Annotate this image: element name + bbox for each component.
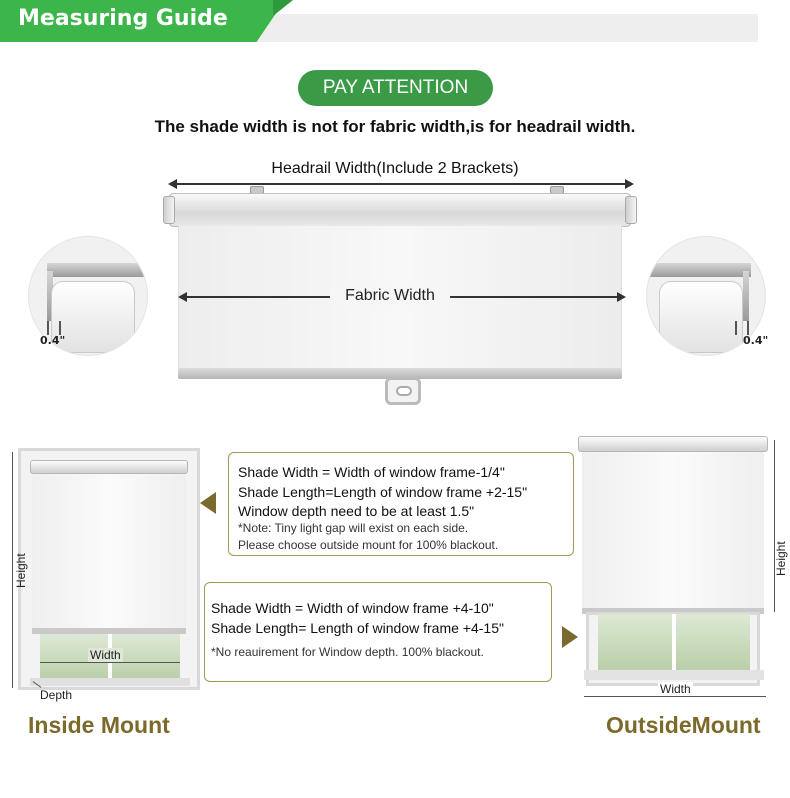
headrail-note: The shade width is not for fabric width,is for headrail width.: [154, 117, 636, 136]
inside-sill: [30, 678, 190, 686]
headrail-width-arrow: [176, 183, 626, 185]
pointer-left-icon: [200, 492, 216, 514]
end-cap-right: [625, 196, 637, 224]
inside-roller: [30, 460, 188, 474]
inside-line-1: Shade Width = Width of window frame-1/4": [238, 464, 505, 480]
outside-width-label: Width: [660, 682, 691, 696]
outside-sill: [584, 670, 764, 680]
headrail: [168, 193, 632, 227]
inside-note-2: Please choose outside mount for 100% blackout.: [238, 538, 499, 552]
right-gap-label: 0.4": [743, 334, 769, 347]
inside-note-1: *Note: Tiny light gap will exist on each side.: [238, 521, 469, 535]
inside-line-3: Window depth need to be at least 1.5": [238, 503, 475, 519]
inside-depth-label: Depth: [40, 688, 73, 702]
outside-line-2: Shade Length= Length of window frame +4-15": [211, 620, 504, 636]
inside-width-arrow: [40, 662, 180, 663]
pull-handle-hole: [396, 386, 412, 396]
outside-roller: [578, 436, 768, 452]
inside-mount-title: Inside Mount: [28, 712, 170, 738]
inside-height-label: Height: [14, 553, 28, 588]
headrail-width-label: Headrail Width(Include 2 Brackets): [271, 160, 519, 177]
inside-height-arrow: [12, 452, 13, 688]
outside-shade: [582, 452, 764, 610]
outside-line-1: Shade Width = Width of window frame +4-10": [211, 600, 494, 616]
pay-attention-badge: PAY ATTENTION: [298, 70, 493, 106]
inside-line-2: Shade Length=Length of window frame +2-15": [238, 484, 528, 500]
outside-mount-title: OutsideMount: [606, 712, 761, 738]
inside-shade: [32, 474, 186, 630]
outside-note-1: *No reauirement for Window depth. 100% blackout.: [211, 645, 484, 659]
arrow-left-icon: [178, 292, 187, 302]
arrow-right-icon: [625, 179, 634, 189]
pointer-right-icon: [562, 626, 578, 648]
outside-mullion: [672, 614, 676, 670]
fabric-width-label: Fabric Width: [330, 287, 450, 305]
end-cap-left: [163, 196, 175, 224]
inside-width-label: Width: [90, 648, 121, 662]
left-gap-label: 0.4": [40, 334, 66, 347]
banner-fold-icon: [273, 0, 293, 16]
arrow-right-icon: [617, 292, 626, 302]
outside-height-label: Height: [774, 541, 788, 576]
page-title: Measuring Guide: [18, 6, 228, 31]
arrow-left-icon: [168, 179, 177, 189]
outside-width-arrow: [584, 696, 766, 697]
